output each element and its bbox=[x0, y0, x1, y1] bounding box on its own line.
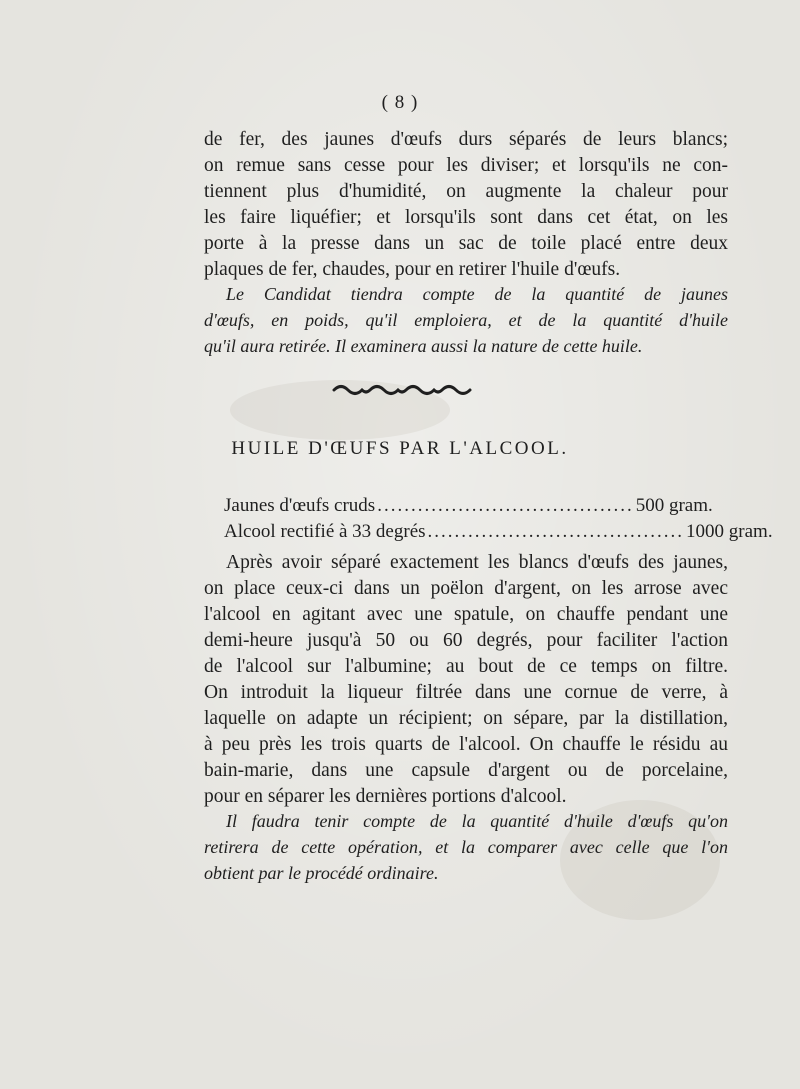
text-line: d'œufs, en poids, qu'il emploiera, et de la quantité d'huile bbox=[204, 310, 728, 330]
ingredient-row bbox=[224, 519, 773, 545]
ingredient-name: Alcool rectifié à 33 degrés bbox=[224, 521, 426, 542]
text-line: Après avoir séparé exactement les blancs d'œufs des jaunes, bbox=[226, 552, 728, 573]
text-line: tiennent plus d'humidité, on augmente la chaleur pour bbox=[204, 181, 728, 202]
text-line: on place ceux-ci dans un poëlon d'argent, on les arrose avec bbox=[204, 578, 728, 599]
text-line: les faire liquéfier; et lorsqu'ils sont dans cet état, on les bbox=[204, 207, 728, 228]
text-line: porte à la presse dans un sac de toile placé entre deux bbox=[204, 233, 728, 254]
text-line: Il faudra tenir compte de la quantité d'huile d'œufs qu'on bbox=[226, 811, 728, 831]
wave-ornament-icon bbox=[330, 382, 470, 398]
paragraph-1 bbox=[204, 127, 728, 283]
section-heading: HUILE D'ŒUFS PAR L'ALCOOL. bbox=[231, 438, 569, 459]
ingredient-list bbox=[224, 493, 773, 545]
page-number: ( 8 ) bbox=[381, 92, 419, 113]
text-line: Le Candidat tiendra compte de la quantité de jaunes bbox=[226, 284, 728, 304]
ingredient-quantity: 500 gram. bbox=[635, 495, 713, 516]
ingredient-quantity: 1000 gram. bbox=[686, 521, 773, 542]
text-line: pour en séparer les dernières portions d'alcool. bbox=[204, 786, 567, 807]
text-line: retirera de cette opération, et la comparer avec celle que l'on bbox=[204, 837, 728, 857]
text-line: l'alcool en agitant avec une spatule, on chauffe pendant une bbox=[204, 604, 728, 625]
text-line: obtient par le procédé ordinaire. bbox=[204, 863, 439, 883]
candidate-note-2 bbox=[204, 808, 728, 886]
text-line: laquelle on adapte un récipient; on sépare, par la distillation, bbox=[204, 708, 728, 729]
ingredient-row bbox=[224, 493, 713, 519]
text-line: plaques de fer, chaudes, pour en retirer l'huile d'œufs. bbox=[204, 259, 621, 280]
text-line: On introduit la liqueur filtrée dans une cornue de verre, à bbox=[204, 682, 728, 703]
paragraph-2 bbox=[204, 550, 728, 810]
leader-dots: ...................................... bbox=[427, 521, 685, 542]
ingredient-name: Jaunes d'œufs cruds bbox=[224, 495, 376, 516]
text-line: on remue sans cesse pour les diviser; et lorsqu'ils ne con- bbox=[204, 155, 728, 176]
leader-dots: ...................................... bbox=[377, 495, 634, 516]
candidate-note-1 bbox=[204, 281, 728, 359]
decorative-ornament bbox=[0, 382, 800, 403]
text-line: de l'alcool sur l'albumine; au bout de ce temps on filtre. bbox=[204, 656, 728, 677]
text-line: de fer, des jaunes d'œufs durs séparés de leurs blancs; bbox=[204, 129, 728, 150]
text-line: bain-marie, dans une capsule d'argent ou de porcelaine, bbox=[204, 760, 728, 781]
text-line: à peu près les trois quarts de l'alcool. On chauffe le résidu au bbox=[204, 734, 728, 755]
text-line: demi-heure jusqu'à 50 ou 60 degrés, pour faciliter l'action bbox=[204, 630, 728, 651]
text-line: qu'il aura retirée. Il examinera aussi la nature de cette huile. bbox=[204, 336, 643, 356]
